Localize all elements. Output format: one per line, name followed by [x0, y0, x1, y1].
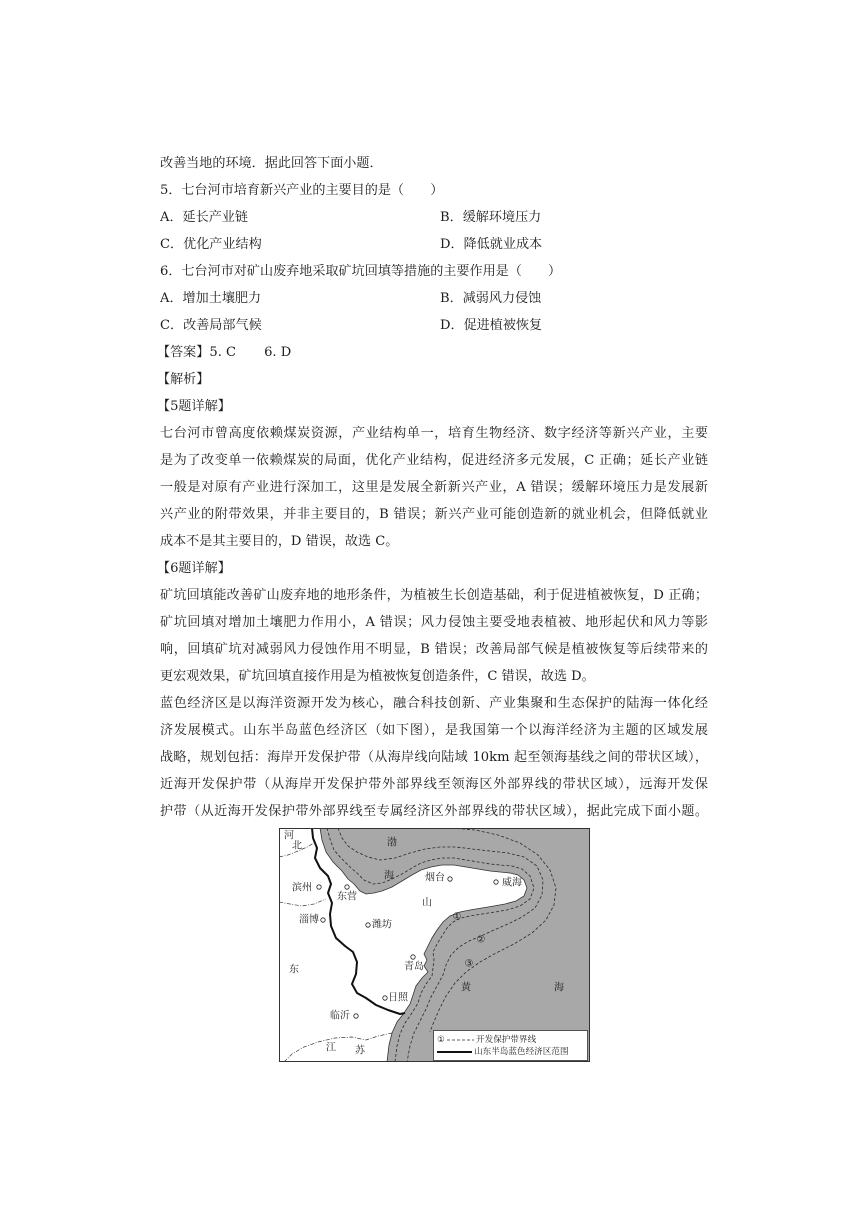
- intro-line: 改善当地的环境．据此回答下面小题．: [160, 156, 383, 171]
- map-label-bohai-hai: 海: [384, 870, 394, 882]
- map-label-rizhao: 日照: [388, 992, 408, 1004]
- legend-boundary-label: 开发保护带界线: [476, 1035, 537, 1045]
- question-5-options-row-2: [160, 231, 708, 258]
- question-5-option-c: C．优化产业结构: [160, 237, 262, 252]
- question-6-option-a: A．增加土壤肥力: [160, 291, 262, 306]
- map-label-dong: 东: [289, 964, 299, 976]
- map-label-huang: 黄: [461, 982, 471, 994]
- map-label-zibo: 淄博: [299, 914, 319, 926]
- question-6-option-c: C．改善局部气候: [160, 318, 262, 333]
- city-marker-weifang: [366, 923, 370, 927]
- map-label-weifang: 潍坊: [372, 919, 392, 931]
- question-5-stem: 5．七台河市培育新兴产业的主要目的是（ ）: [160, 183, 444, 198]
- map-label-bei: 北: [292, 840, 302, 852]
- map-legend: [434, 1031, 588, 1061]
- detail-5-paragraph: [160, 420, 708, 555]
- question-6-options-row-1: [160, 285, 708, 312]
- map-label-qingdao: 青岛: [404, 961, 424, 973]
- detail-6-line: 更宏观效果，矿坑回填直接作用是为植被恢复创造条件，C 错误，故选 D。: [160, 669, 595, 684]
- detail-6-paragraph: [160, 582, 708, 690]
- question-5-option-b: B．缓解环境压力: [440, 210, 542, 225]
- map-label-line-3: ③: [464, 958, 474, 970]
- map-label-yantai: 烟台: [425, 872, 445, 884]
- detail-6-line: 响，回填矿坑对减弱风力侵蚀作用不明显，B 错误；改善局部气候是植被恢复等后续带来的: [160, 642, 708, 657]
- map-label-linyi: 临沂: [330, 1010, 350, 1022]
- question-6-option-b: B．减弱风力侵蚀: [440, 291, 542, 306]
- detail-6-heading: 【6题详解】: [157, 561, 231, 576]
- map-label-line-1: ①: [452, 911, 462, 923]
- map-label-shan: 山: [422, 897, 432, 909]
- map-label-jiang: 江: [326, 1042, 336, 1054]
- passage-line: 蓝色经济区是以海洋资源开发为核心，融合科技创新、产业集聚和生态保护的陆海一体化经: [160, 696, 708, 711]
- passage-line: 护带（从近海开发保护带外部界线至专属经济区外部界线的带状区域），据此完成下面小题。: [160, 804, 708, 819]
- question-6-options-row-2: [160, 312, 708, 339]
- shandong-blue-economic-zone-map: [279, 828, 590, 1062]
- passage-line: 近海开发保护带（从海岸开发保护带外部界线至领海区外部界线的带状区域），远海开发保: [160, 777, 708, 792]
- city-marker-rizhao: [383, 996, 387, 1000]
- detail-5-heading: 【5题详解】: [157, 399, 231, 414]
- map-label-huanghai-hai: 海: [554, 982, 564, 994]
- map-label-dongying: 东营: [337, 891, 357, 903]
- detail-6-line: 矿坑回填能改善矿山废弃地的地形条件，为植被生长创造基础，利于促进植被恢复，D 正确；: [160, 588, 708, 603]
- map-label-su: 苏: [355, 1045, 365, 1057]
- detail-6-line: 矿坑回填对增加土壤肥力作用小，A 错误；风力侵蚀主要受地表植被、地形起伏和风力等影: [160, 615, 708, 630]
- detail-5-line: 一般是对原有产业进行深加工，这里是发展全新新兴产业，A 错误；缓解环境压力是发展新: [160, 480, 708, 495]
- map-label-weihai: 威海: [502, 877, 522, 889]
- legend-marker: ①: [437, 1035, 445, 1045]
- legend-zone-label: 山东半岛蓝色经济区范围: [474, 1047, 569, 1057]
- answer-q5: 5. C: [209, 345, 237, 360]
- city-marker-dongying: [345, 885, 349, 889]
- analysis-heading: 【解析】: [157, 372, 210, 387]
- question-5-option-d: D．降低就业成本: [440, 237, 543, 252]
- detail-5-line: 兴产业的附带效果，并非主要目的，B 错误；新兴产业可能创造新的就业机会，但降低就业: [160, 507, 708, 522]
- city-marker-yantai: [448, 877, 452, 881]
- city-marker-weihai: [494, 880, 498, 884]
- answer-line: [157, 339, 708, 366]
- detail-5-line: 是为了改变单一依赖煤炭的局面，优化产业结构，促进经济多元发展，C 正确；延长产业链: [160, 453, 708, 468]
- map-svg: [279, 828, 590, 1062]
- city-marker-qingdao: [411, 955, 415, 959]
- question-5-option-a: A．延长产业链: [160, 210, 249, 225]
- detail-5-line: 七台河市曾高度依赖煤炭资源，产业结构单一，培育生物经济、数字经济等新兴产业，主要: [160, 426, 708, 441]
- passage-line: 济发展模式。山东半岛蓝色经济区（如下图），是我国第一个以海洋经济为主题的区域发展: [160, 723, 708, 738]
- city-marker-zibo: [321, 918, 325, 922]
- answer-q6: 6. D: [264, 345, 292, 360]
- map-label-he: 河: [284, 830, 294, 842]
- passage-line: 战略，规划包括：海岸开发保护带（从海岸线向陆域 10km 起至领海基线之间的带状区域），: [160, 750, 708, 765]
- city-marker-linyi: [354, 1014, 358, 1018]
- question-6-option-d: D．促进植被恢复: [440, 318, 543, 333]
- map-label-bo: 渤: [387, 837, 397, 849]
- document-body: [157, 150, 708, 825]
- question-6-stem: 6．七台河市对矿山废弃地采取矿坑回填等措施的主要作用是（ ）: [160, 264, 562, 279]
- passage-paragraph: [160, 690, 708, 825]
- answer-label: 【答案】: [157, 345, 210, 360]
- city-marker-binzhou: [317, 885, 321, 889]
- map-label-line-2: ②: [476, 934, 486, 946]
- question-5-options-row-1: [160, 204, 708, 231]
- map-label-binzhou: 滨州: [292, 882, 312, 894]
- detail-5-line: 成本不是其主要目的，D 错误，故选 C。: [160, 534, 399, 549]
